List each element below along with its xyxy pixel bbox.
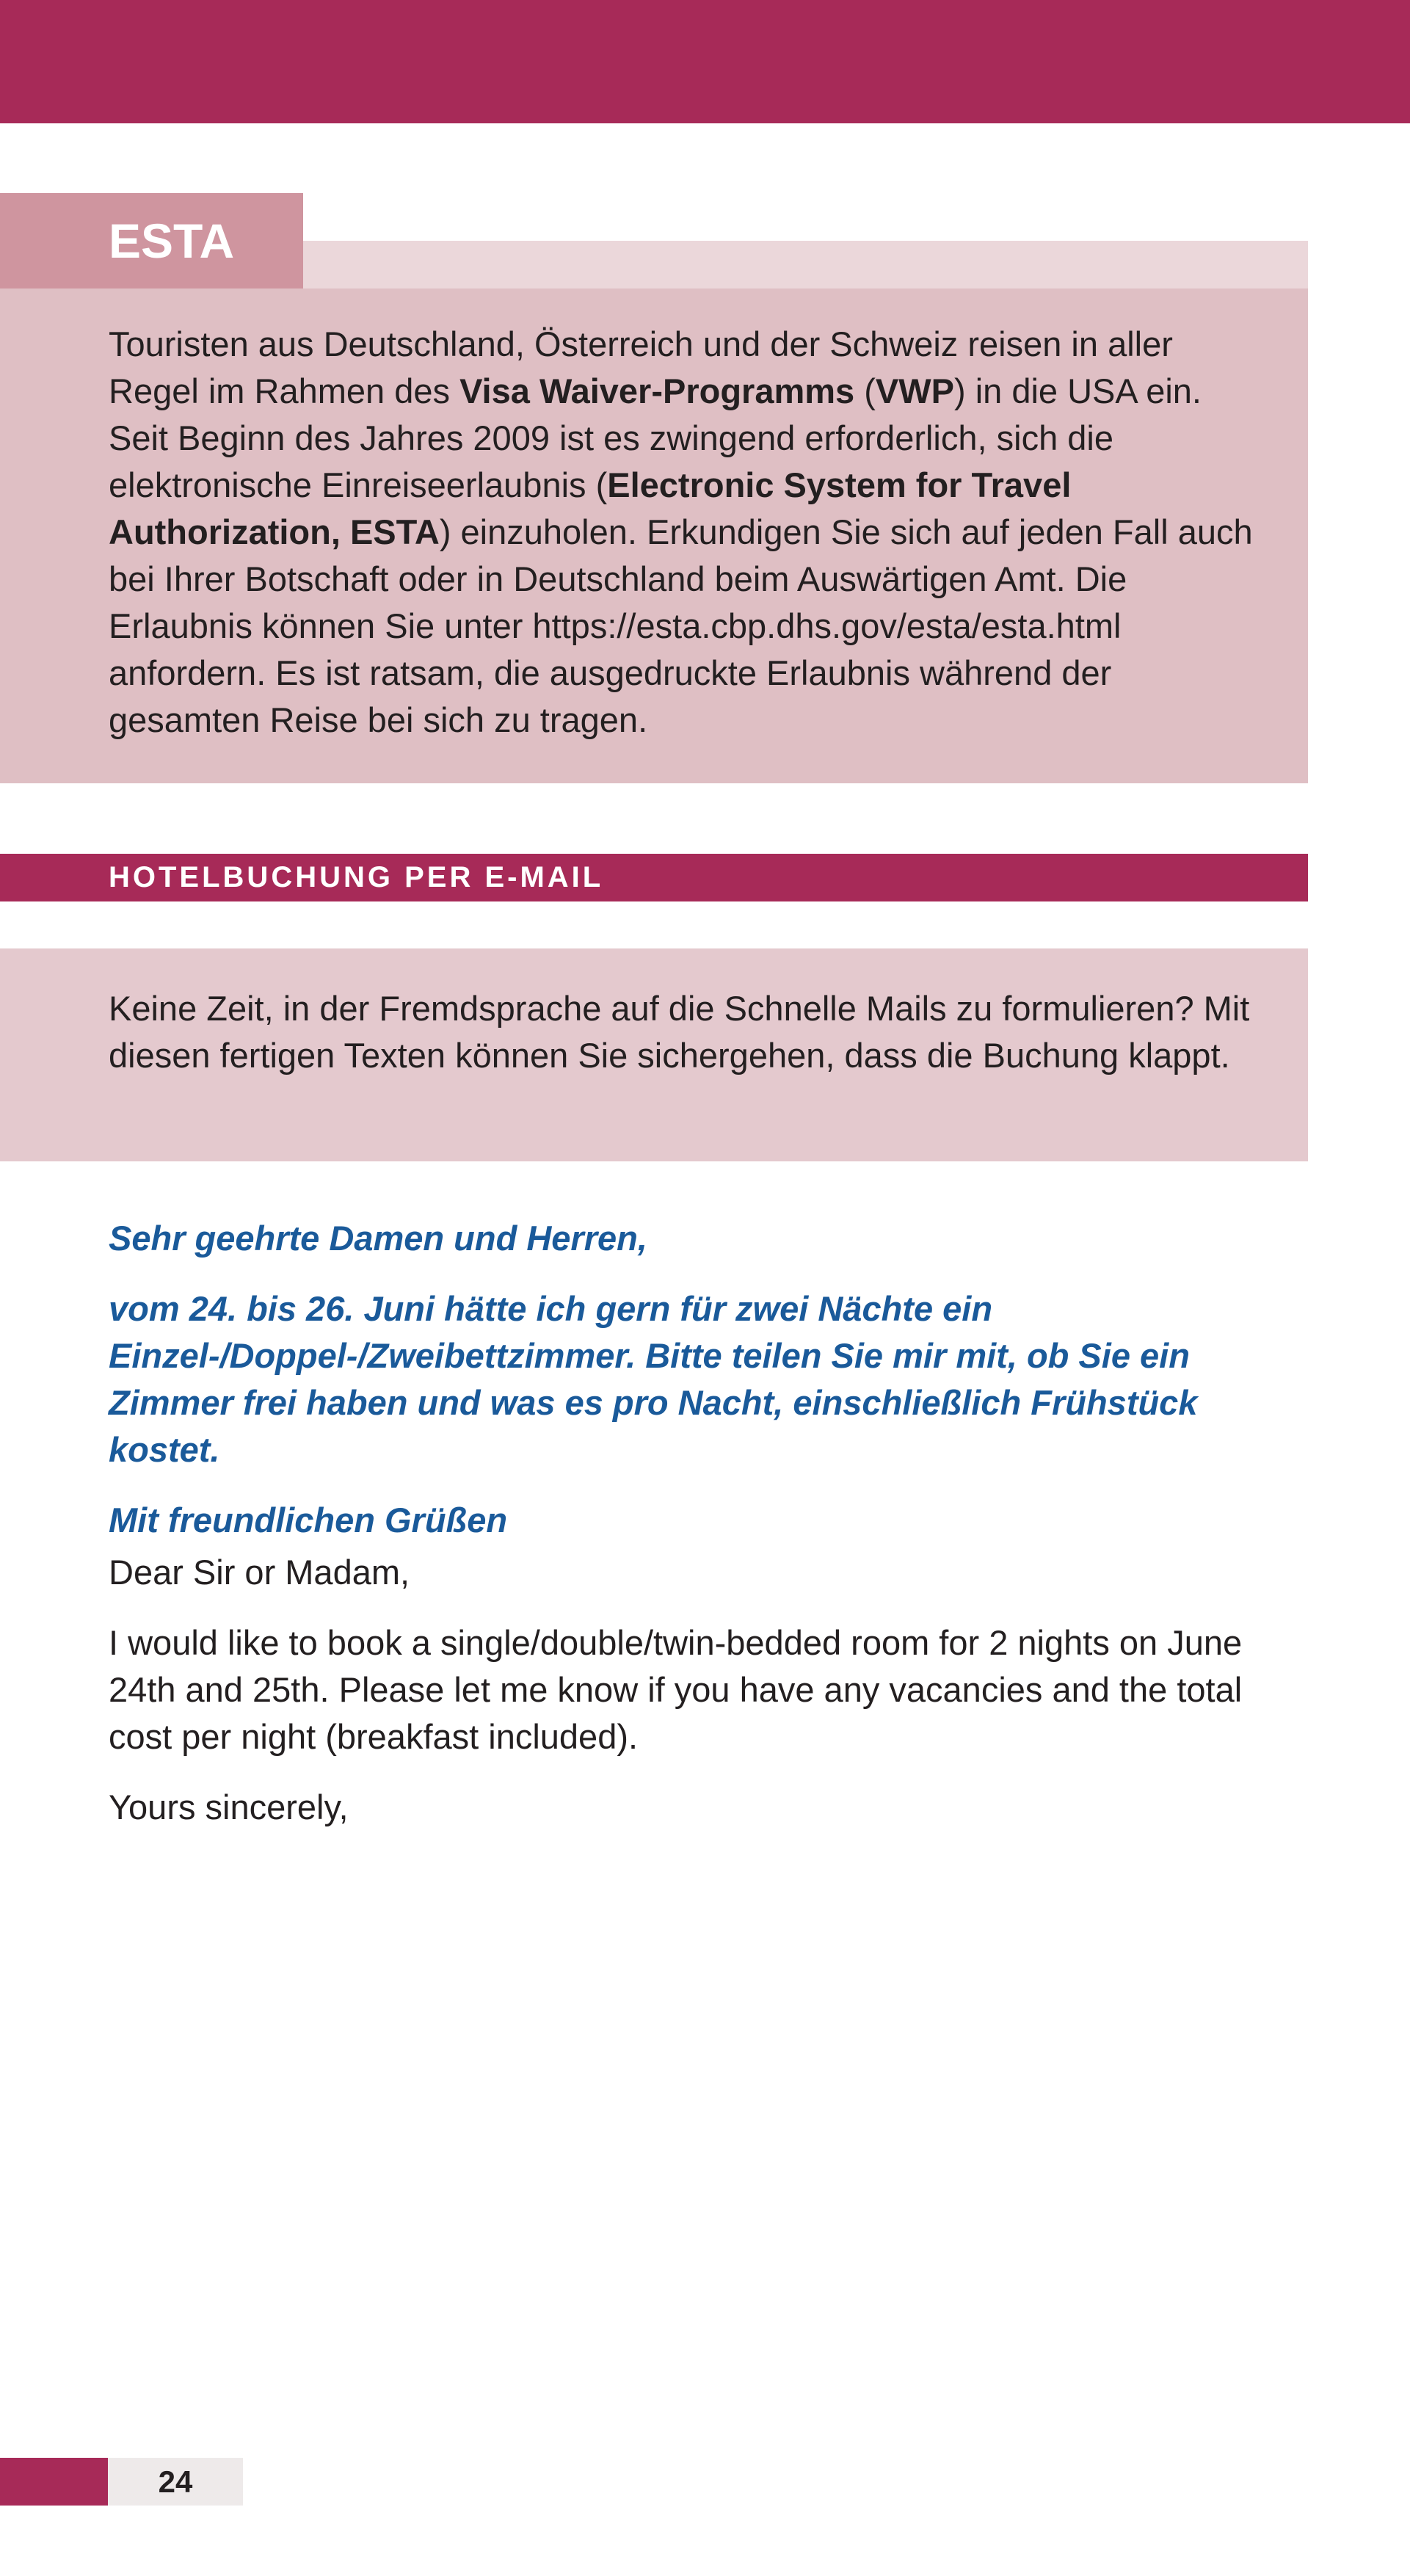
- page-number: 24: [158, 2464, 193, 2499]
- german-closing: Mit freundlichen Grüßen: [109, 1501, 508, 1539]
- english-letter-template: [109, 1549, 1283, 1854]
- bold-term: VWP: [875, 371, 954, 410]
- bold-term: Electronic System for Travel Authorization, ESTA: [109, 465, 1072, 551]
- text-run: ) einzuholen. Erkundigen Sie sich auf jeden Fall auch bei Ihrer Botschaft oder in Deutschland beim Auswärtigen Amt. Die Erlaubnis können Sie unter https://esta.cbp.dhs.gov/esta/esta.html anfordern. Es ist ratsam, die ausgedruckte Erlaubnis während der gesamten Reise bei sich zu tragen.: [109, 512, 1253, 739]
- german-letter-template: [109, 1215, 1283, 1567]
- english-salutation: Dear Sir or Madam,: [109, 1553, 410, 1592]
- esta-title-strip: [303, 241, 1308, 289]
- hotel-intro-text: Keine Zeit, in der Fremdsprache auf die Schnelle Mails zu formulieren? Mit diesen fertigen Texten können Sie sichergehen, dass die Buchung klappt.: [109, 989, 1250, 1075]
- german-body: vom 24. bis 26. Juni hätte ich gern für zwei Nächte ein Einzel-/Doppel-/Zweibettzimmer. Bitte teilen Sie mir mit, ob Sie ein Zimmer frei haben und was es pro Nacht, einschließlich Frühstück kostet.: [109, 1289, 1198, 1469]
- german-salutation: Sehr geehrte Damen und Herren,: [109, 1219, 647, 1258]
- esta-info-box: [0, 289, 1308, 783]
- text-run: ) in die USA ein. Seit Beginn des Jahres 2009 ist es zwingend erforderlich, sich die elektronische Einreiseerlaubnis (: [109, 371, 1202, 504]
- esta-paragraph: [109, 321, 1264, 744]
- english-body: I would like to book a single/double/twin-bedded room for 2 nights on June 24th and 25th. Please let me know if you have any vacancies and the total cost per night (breakfast included).: [109, 1623, 1243, 1756]
- english-closing: Yours sincerely,: [109, 1788, 349, 1826]
- esta-title: ESTA: [109, 214, 235, 268]
- page-number-accent: [0, 2458, 108, 2506]
- bold-term: Visa Waiver-Programms: [459, 371, 855, 410]
- header-color-bar: [0, 0, 1410, 123]
- hotel-section-header: [0, 854, 1308, 901]
- text-run: Touristen aus Deutschland, Österreich und der Schweiz reisen in aller Regel im Rahmen des: [109, 324, 1173, 410]
- page-number-box: [108, 2458, 243, 2506]
- hotel-intro-box: [0, 948, 1308, 1161]
- esta-title-tab: [0, 193, 303, 289]
- hotel-section-title: HOTELBUCHUNG PER E-MAIL: [109, 861, 604, 893]
- text-run: (: [854, 371, 876, 410]
